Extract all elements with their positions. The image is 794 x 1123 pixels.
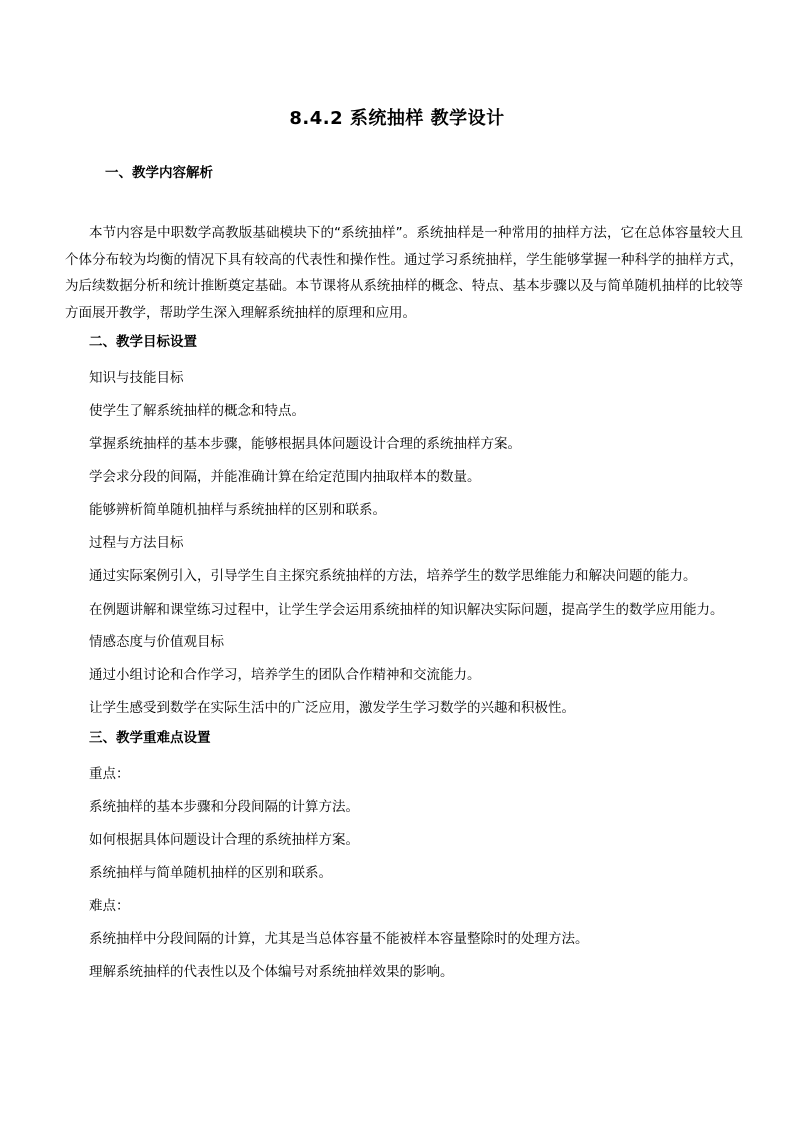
- key-points-title: 重点：: [89, 766, 130, 782]
- key-point-item: 如何根据具体问题设计合理的系统抽样方案。: [89, 832, 359, 848]
- spacer: [89, 186, 725, 220]
- knowledge-goal-item: 能够辨析简单随机抽样与系统抽样的区别和联系。: [89, 502, 386, 518]
- section-heading-key-difficult: 三、教学重难点设置: [89, 730, 211, 746]
- emotion-goals-title: 情感态度与价值观目标: [89, 634, 224, 650]
- content-analysis-paragraph: 本节内容是中职数学高教版基础模块下的“系统抽样”。系统抽样是一种常用的抽样方法，它在总体容量较大且个体分布较为均衡的情况下具有较高的代表性和操作性。通过学习系统抽样，学生能够掌握一种科学的抽样方式，为后续数据分析和统计推断奠定基础。本节课将从系统抽样的概念、特点、基本步骤以及与简单随机抽样的比较等方面展开教学，帮助学生深入理解系统抽样的原理和应用。: [65, 225, 743, 321]
- key-point-item: 系统抽样的基本步骤和分段间隔的计算方法。: [89, 799, 359, 815]
- process-goal-item: 通过实际案例引入，引导学生自主探究系统抽样的方法，培养学生的数学思维能力和解决问题的能力。: [89, 568, 697, 584]
- process-goals-title: 过程与方法目标: [89, 535, 184, 551]
- difficult-point-item: 系统抽样中分段间隔的计算，尤其是当总体容量不能被样本容量整除时的处理方法。: [89, 931, 589, 947]
- knowledge-goal-item: 学会求分段的间隔，并能准确计算在给定范围内抽取样本的数量。: [89, 469, 481, 485]
- knowledge-goal-item: 掌握系统抽样的基本步骤，能够根据具体问题设计合理的系统抽样方案。: [89, 436, 521, 452]
- process-goal-item: 在例题讲解和课堂练习过程中，让学生学会运用系统抽样的知识解决实际问题，提高学生的数学应用能力。: [89, 602, 724, 618]
- document-body: [65, 160, 743, 989]
- difficult-points-title: 难点：: [89, 898, 130, 914]
- emotion-goal-item: 通过小组讨论和合作学习，培养学生的团队合作精神和交流能力。: [89, 667, 481, 683]
- knowledge-goal-item: 使学生了解系统抽样的概念和特点。: [89, 403, 305, 419]
- document-title: 8.4.2 系统抽样 教学设计: [289, 108, 505, 129]
- difficult-point-item: 理解系统抽样的代表性以及个体编号对系统抽样效果的影响。: [89, 964, 454, 980]
- knowledge-goals-title: 知识与技能目标: [89, 370, 184, 386]
- key-point-item: 系统抽样与简单随机抽样的区别和联系。: [89, 865, 332, 881]
- section-heading-objectives: 二、教学目标设置: [89, 334, 197, 350]
- emotion-goal-item: 让学生感受到数学在实际生活中的广泛应用，激发学生学习数学的兴趣和积极性。: [89, 700, 575, 716]
- section-heading-content-analysis: 一、教学内容解析: [105, 165, 213, 181]
